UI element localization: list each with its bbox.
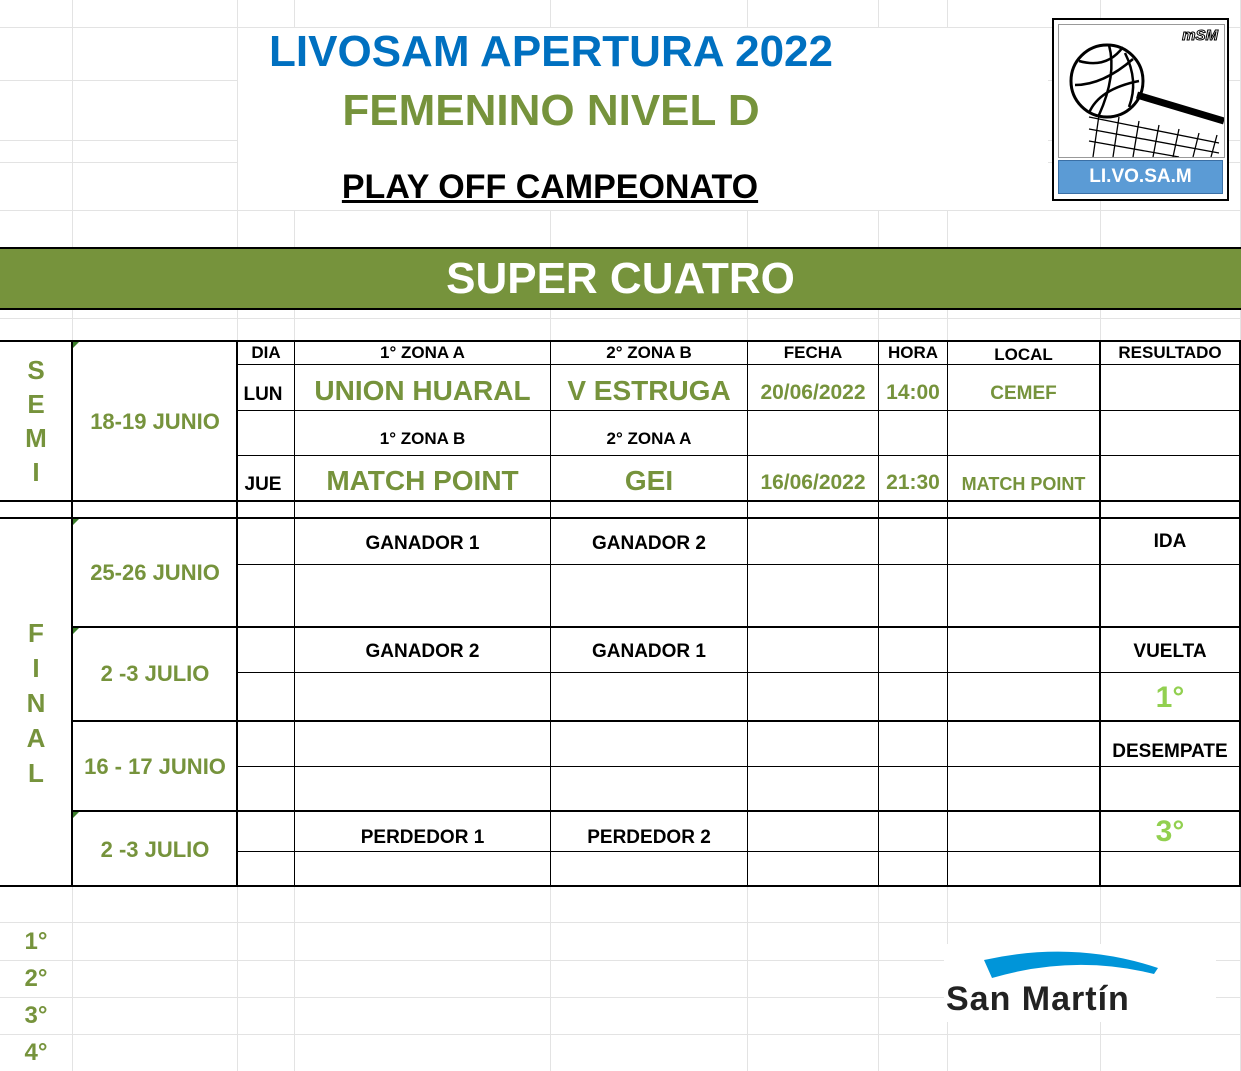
final-letter: A [26,722,46,753]
banner-text: SUPER CUATRO [446,253,795,303]
col-team2: 2° ZONA B [606,343,692,362]
ida-dates: 25-26 JUNIO [90,560,220,585]
page-title: LIVOSAM APERTURA 2022 [269,27,833,76]
semi-dates: 18-19 JUNIO [90,409,220,434]
semi1-fecha: 20/06/2022 [760,381,866,404]
super-cuatro-banner [0,247,1241,310]
section-title: PLAY OFF CAMPEONATO [341,167,759,206]
col-hora: HORA [887,343,939,362]
semi1-hora: 14:00 [886,381,940,404]
semi2-team2: GEI [624,465,674,496]
semi-letter: M [25,422,47,453]
volleyball-net-icon [1059,25,1224,157]
final-letter: N [26,687,46,718]
vuelta-team1: GANADOR 2 [365,641,480,662]
semi1-dia: LUN [243,384,283,405]
third-place-marker: 3° [1155,815,1185,848]
logo-tag: mSM [1182,27,1218,44]
final-letter: F [28,617,44,648]
tercero-team1: PERDEDOR 1 [360,827,485,848]
semi2-team1: MATCH POINT [326,465,519,496]
semi2-dia: JUE [244,474,282,495]
col-local: LOCAL [994,345,1053,364]
semi-letter: S [27,354,45,385]
ida-team1: GANADOR 1 [365,533,480,554]
semi2-local: MATCH POINT [961,473,1086,494]
semi1-team2: V ESTRUGA [567,375,731,406]
standing-3: 3° [24,1002,48,1029]
col-fecha: FECHA [783,343,843,362]
semi1-local: CEMEF [990,383,1057,404]
semi2-hora: 21:30 [886,471,940,494]
desempate-dates: 16 - 17 JUNIO [84,754,226,779]
livosam-logo [1052,18,1229,201]
semi-letter: E [27,388,45,419]
san-martin-logo [944,944,1216,1022]
ida-team2: GANADOR 2 [591,533,706,554]
semi1-team1: UNION HUARAL [314,375,531,406]
final-letter: L [28,757,44,788]
final-letter: I [32,652,40,683]
desempate-result: DESEMPATE [1112,741,1228,762]
swoosh-icon [944,944,1216,984]
ida-result: IDA [1153,531,1187,552]
page-subtitle: FEMENINO NIVEL D [342,86,760,135]
vuelta-result: VUELTA [1133,641,1207,662]
first-place-marker: 1° [1155,681,1185,714]
logo-caption: LI.VO.SA.M [1058,160,1223,194]
standing-4: 4° [24,1039,48,1066]
semi2-fecha: 16/06/2022 [760,471,866,494]
standing-2: 2° [24,965,48,992]
semi2-zone2: 2° ZONA A [606,429,692,448]
tercero-dates: 2 -3 JULIO [100,837,210,862]
tercero-team2: PERDEDOR 2 [587,827,711,848]
col-resultado: RESULTADO [1118,343,1222,362]
vuelta-dates: 2 -3 JULIO [100,661,210,686]
col-dia: DIA [251,343,281,362]
sponsor-name: San Martín [946,980,1130,1018]
vuelta-team2: GANADOR 1 [591,641,706,662]
standing-1: 1° [24,928,48,955]
semi-letter: I [32,456,40,487]
semi2-zone1: 1° ZONA B [379,429,466,448]
col-team1: 1° ZONA A [380,343,465,362]
